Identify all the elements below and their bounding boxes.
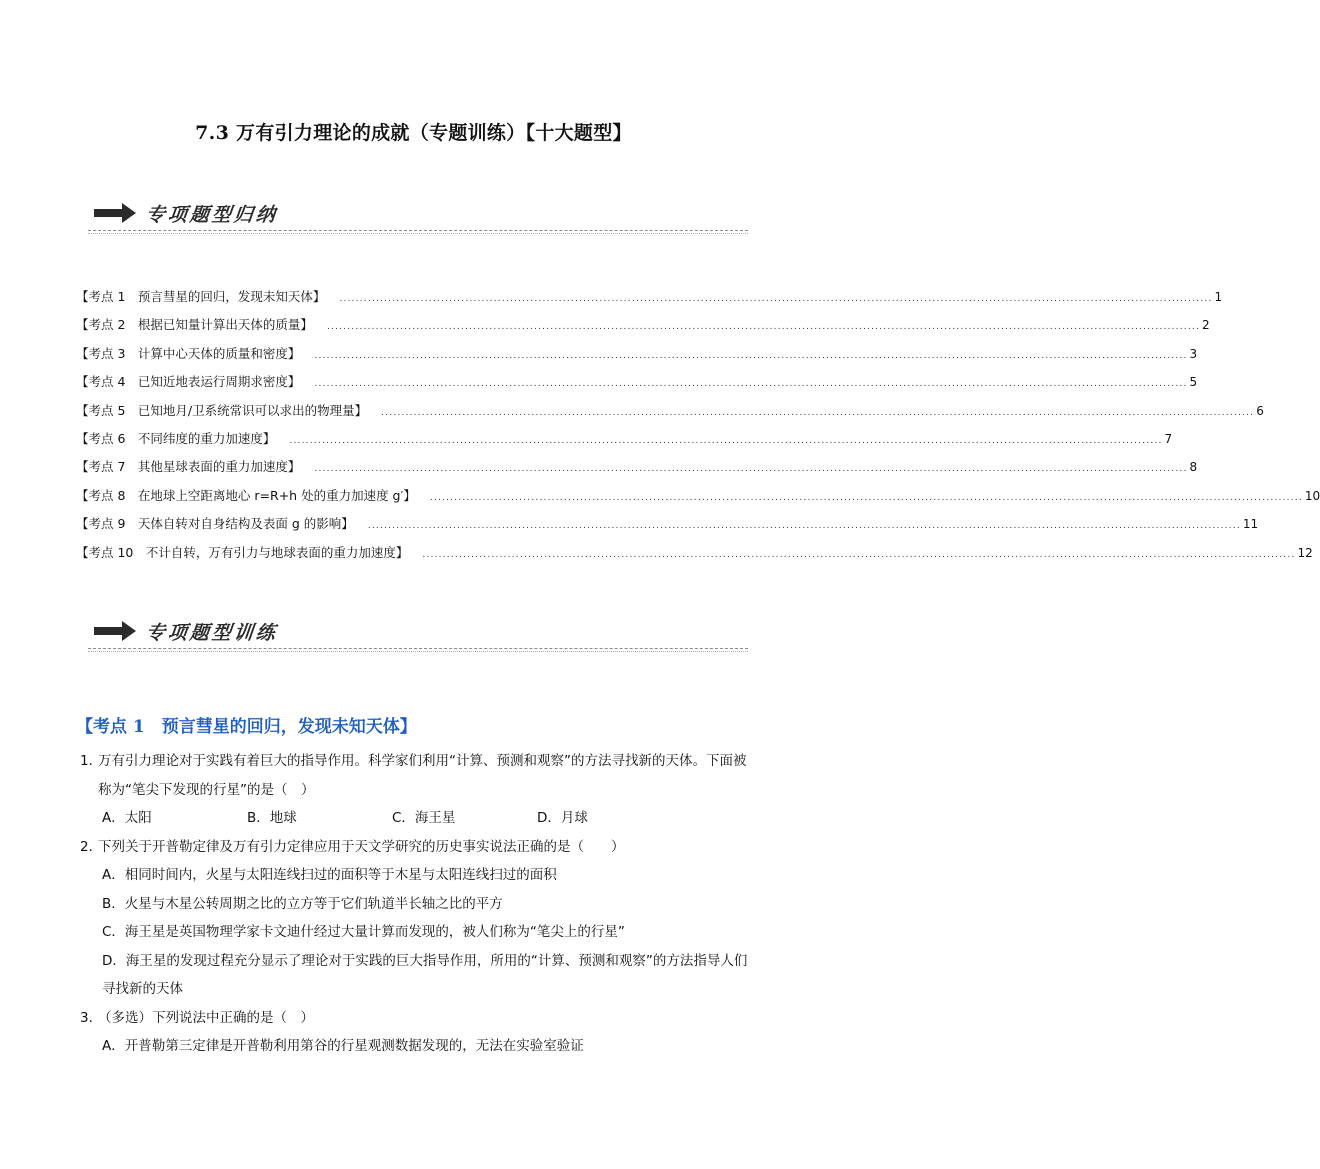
- toc-entry-page: 5: [1189, 375, 1198, 390]
- toc-leader-dots: .......................................................................................................................................................................................................................: [429, 492, 1303, 503]
- toc-entry-page: 12: [1297, 545, 1313, 560]
- arrow-icon: [92, 202, 138, 224]
- toc-entry[interactable]: [76, 514, 1259, 542]
- questions-section: [76, 712, 756, 1061]
- option-d[interactable]: D．月球: [537, 810, 588, 826]
- document-title: 7.3 万有引力理论的成就（专题训练）【十大题型】: [195, 122, 632, 144]
- section-heading: 【考点 1 预言彗星的回归，发现未知天体】: [76, 717, 417, 737]
- question-1-options: [76, 804, 756, 833]
- toc-entry-label: 【考点 1 预言彗星的回归，发现未知天体】: [76, 289, 326, 304]
- toc-leader-dots: .......................................................................................................................................................................................................................: [326, 322, 1201, 333]
- toc-entry-label: 【考点 8 在地球上空距离地心 r=R+h 处的重力加速度 g′】: [76, 487, 416, 503]
- question-2: [76, 833, 756, 862]
- option-c[interactable]: C．海王星: [392, 810, 456, 826]
- section-banner-training: [88, 614, 748, 654]
- toc-entry-label: 【考点 10 不计自转，万有引力与地球表面的重力加速度】: [76, 544, 409, 560]
- toc-entry[interactable]: [76, 486, 1320, 514]
- banner-divider: [88, 230, 748, 231]
- toc-entry-label: 【考点 2 根据已知量计算出天体的质量】: [76, 317, 313, 333]
- toc-entry[interactable]: [76, 457, 1198, 485]
- option-a[interactable]: A．相同时间内，火星与太阳连线扫过的面积等于木星与太阳连线扫过的面积: [102, 867, 557, 883]
- toc-entry-label: 【考点 6 不同纬度的重力加速度】: [76, 430, 276, 446]
- option-a[interactable]: A．太阳: [102, 810, 152, 826]
- toc-entry[interactable]: [76, 315, 1210, 343]
- toc-leader-dots: .......................................................................................................................................................................................................................: [381, 407, 1255, 418]
- option-b[interactable]: B．地球: [247, 810, 297, 826]
- toc-entry[interactable]: [76, 401, 1264, 429]
- toc-entry-page: 8: [1189, 460, 1198, 475]
- toc-entry-label: 【考点 7 其他星球表面的重力加速度】: [76, 459, 301, 475]
- toc-entry-label: 【考点 4 已知近地表运行周期求密度】: [76, 374, 301, 390]
- option-b[interactable]: B．火星与木星公转周期之比的立方等于它们轨道半长轴之比的平方: [102, 895, 503, 912]
- toc-leader-dots: .......................................................................................................................................................................................................................: [289, 435, 1163, 446]
- toc-entry-label: 【考点 5 已知地月/卫系统常识可以求出的物理量】: [76, 402, 368, 418]
- option-a[interactable]: A．开普勒第三定律是开普勒利用第谷的行星观测数据发现的，无法在实验室验证: [102, 1038, 584, 1054]
- question-number: 2．: [80, 838, 103, 855]
- toc-entry-page: 10: [1304, 488, 1320, 503]
- toc-entry[interactable]: [76, 543, 1313, 571]
- banner-divider-secondary: [88, 651, 748, 652]
- toc-entry-page: 6: [1256, 403, 1264, 418]
- toc-entry[interactable]: [76, 372, 1198, 400]
- toc-entry[interactable]: [76, 287, 1223, 315]
- question-stem: （多选）下列说法中正确的是（ ）: [98, 1009, 314, 1026]
- banner-divider-secondary: [88, 233, 748, 234]
- toc-entry-page: 7: [1164, 431, 1173, 446]
- toc-entry[interactable]: [76, 429, 1173, 457]
- toc-leader-dots: .......................................................................................................................................................................................................................: [339, 294, 1213, 304]
- toc-entry-label: 【考点 9 天体自转对自身结构及表面 g 的影响】: [76, 516, 354, 532]
- question-stem: 下列关于开普勒定律及万有引力定律应用于天文学研究的历史事实说法正确的是（ ）: [98, 838, 625, 855]
- toc-entry-page: 3: [1189, 346, 1198, 361]
- arrow-icon: [92, 620, 138, 642]
- option-d[interactable]: D．海王星的发现过程充分显示了理论对于实践的巨大指导作用，所用的“计算、预测和观察”的方法指导人们寻找新的天体: [102, 952, 748, 997]
- question-3: [76, 1004, 756, 1033]
- banner-title: 专项题型归纳: [144, 204, 280, 226]
- toc-entry[interactable]: [76, 344, 1198, 372]
- toc-leader-dots: .......................................................................................................................................................................................................................: [314, 464, 1188, 475]
- toc-entry-page: 11: [1242, 517, 1259, 532]
- toc-entry-label: 【考点 3 计算中心天体的质量和密度】: [76, 345, 301, 361]
- toc-leader-dots: .......................................................................................................................................................................................................................: [422, 549, 1296, 560]
- question-stem: 万有引力理论对于实践有着巨大的指导作用。科学家们利用“计算、预测和观察”的方法寻找新的天体。下面被称为“笔尖下发现的行星”的是（ ）: [98, 753, 747, 798]
- toc-leader-dots: .......................................................................................................................................................................................................................: [314, 350, 1188, 361]
- toc-leader-dots: .......................................................................................................................................................................................................................: [367, 521, 1241, 532]
- banner-title: 专项题型训练: [144, 622, 280, 644]
- question-number: 1．: [80, 753, 103, 769]
- question-number: 3．: [80, 1009, 103, 1026]
- table-of-contents: [76, 287, 1320, 571]
- option-c[interactable]: C．海王星是英国物理学家卡文迪什经过大量计算而发现的，被人们称为“笔尖上的行星”: [102, 924, 625, 940]
- toc-leader-dots: .......................................................................................................................................................................................................................: [314, 379, 1188, 390]
- toc-entry-page: 1: [1214, 290, 1223, 304]
- banner-divider: [88, 648, 748, 649]
- question-1: [76, 747, 756, 804]
- section-banner-summary: [88, 196, 748, 236]
- toc-entry-page: 2: [1202, 318, 1210, 333]
